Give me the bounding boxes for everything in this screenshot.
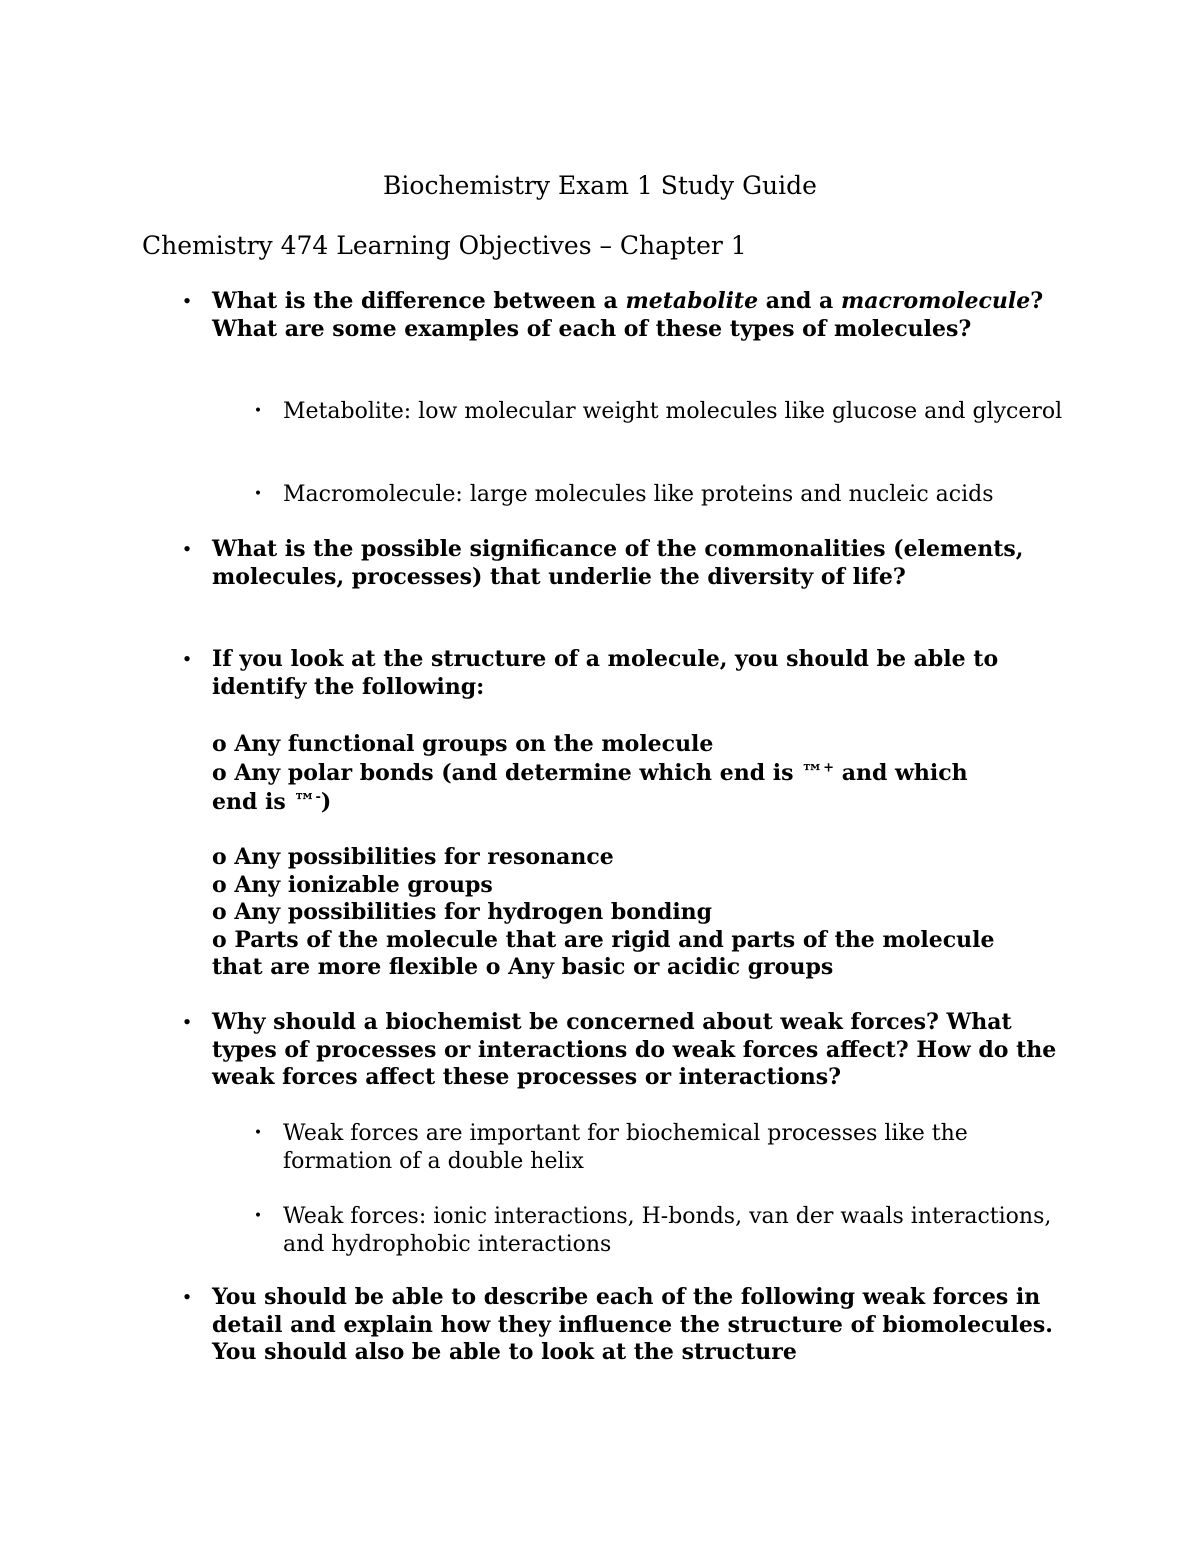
question-describe-weak-forces	[182, 1284, 1067, 1367]
checklist-item: o Any functional groups on the molecule	[212, 731, 714, 757]
bullet-icon: •	[182, 1288, 192, 1306]
structure-checklist-part1	[212, 730, 1072, 817]
bullet-icon: •	[253, 403, 263, 419]
answer-text: Weak forces are important for biochemical processes like the formation of a double helix	[283, 1121, 968, 1174]
question-text: What is the difference between a	[212, 288, 626, 314]
question-text: ? What are some examples of each of these types of molecules?	[212, 288, 1044, 342]
checklist-item: o Any possibilities for hydrogen bonding	[212, 899, 713, 925]
delta-symbol: ™	[293, 789, 316, 815]
bullet-icon: •	[253, 486, 263, 502]
bullet-icon: •	[253, 1125, 263, 1141]
question-weak-forces	[182, 1009, 1067, 1092]
question-text: If you look at the structure of a molecule, you should be able to identify the following:	[212, 646, 999, 700]
superscript-plus: +	[823, 760, 835, 776]
delta-symbol: ™	[801, 760, 824, 786]
bullet-icon: •	[182, 540, 192, 558]
document-title: Biochemistry Exam 1 Study Guide	[383, 171, 817, 200]
checklist-item-continuation: end is ™-)	[212, 789, 332, 815]
question-text: You should be able to describe each of the following weak forces in detail and explain how they influence the structure of biomolecules. You should also be able to look at the structure	[212, 1284, 1053, 1365]
bullet-icon: •	[182, 1013, 192, 1031]
checklist-item: o Parts of the molecule that are rigid and parts of the molecule	[212, 926, 995, 953]
checklist-item: o Any ionizable groups	[212, 871, 493, 898]
bullet-icon: •	[182, 292, 192, 310]
answer-weak-forces-importance	[253, 1120, 1073, 1175]
question-text: What is the possible significance of the commonalities (elements, molecules, processes) that underlie the diversity of life?	[212, 536, 1024, 590]
answer-text: Macromolecule: large molecules like proteins and nucleic acids	[283, 482, 994, 507]
answer-macromolecule	[253, 481, 1073, 509]
answer-metabolite	[253, 398, 1073, 426]
term-macromolecule: macromolecule	[840, 288, 1031, 314]
chapter-heading: Chemistry 474 Learning Objectives – Chapter 1	[142, 231, 747, 260]
checklist-item: that are more flexible o Any basic or acidic groups	[212, 954, 834, 980]
term-metabolite: metabolite	[625, 288, 759, 314]
superscript-minus: -	[315, 789, 321, 805]
structure-checklist-part2	[212, 844, 1072, 982]
question-molecule-structure	[182, 646, 1067, 701]
checklist-item: o Any possibilities for resonance	[212, 844, 614, 870]
answer-weak-forces-types	[253, 1203, 1073, 1258]
answer-text: Metabolite: low molecular weight molecules like glucose and glycerol	[283, 399, 1063, 424]
question-metabolite-macromolecule	[182, 288, 1067, 343]
checklist-item-polar-bonds: o Any polar bonds (and determine which end is ™+ and which	[212, 760, 968, 786]
question-text: Why should a biochemist be concerned about weak forces? What types of processes or interactions do weak forces affect? How do the weak forces affect these processes or interactions?	[212, 1009, 1057, 1090]
question-commonalities	[182, 536, 1067, 591]
question-text: and a	[758, 288, 841, 314]
bullet-icon: •	[182, 650, 192, 668]
answer-text: Weak forces: ionic interactions, H-bonds, van der waals interactions, and hydrophobic interactions	[283, 1204, 1052, 1257]
bullet-icon: •	[253, 1208, 263, 1224]
